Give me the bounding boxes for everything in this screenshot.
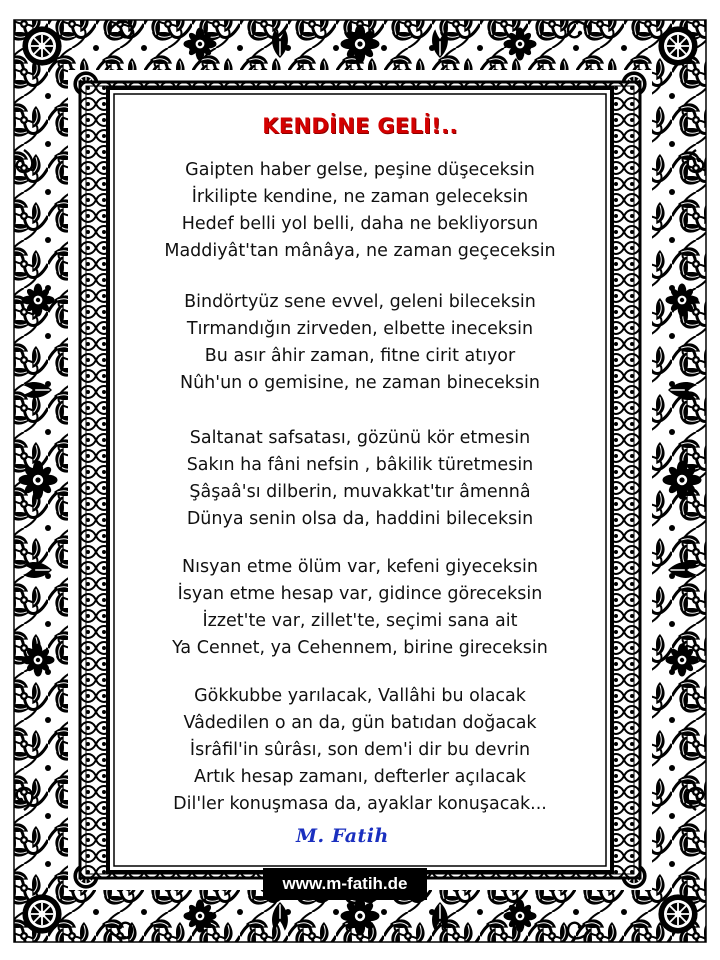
poem-line: Vâdedilen o an da, gün batıdan doğacak	[183, 713, 537, 733]
poem-title: KENDİNE GELİ!..	[262, 114, 458, 138]
poem-line: Hedef belli yol belli, daha ne bekliyorsun	[181, 214, 539, 234]
poem-line: Şâşaâ'sı dilberin, muvakkat'tır âmennâ	[189, 482, 531, 502]
stanza-4	[0, 554, 720, 662]
stanza-1	[0, 157, 720, 265]
stanza-3	[0, 425, 720, 533]
poem-line: Nısyan etme ölüm var, kefeni giyeceksin	[182, 557, 538, 577]
poem-line: Sakın ha fâni nefsin , bâkilik türetmesin	[186, 455, 534, 475]
poem-line: Artık hesap zamanı, defterler açılacak	[194, 767, 526, 787]
poem-line: Saltanat safsatası, gözünü kör etmesin	[189, 428, 531, 448]
stanza-2	[0, 289, 720, 397]
poem-line: Nûh'un o gemisine, ne zaman bineceksin	[179, 373, 541, 393]
poem-line: Gökkubbe yarılacak, Vallâhi bu olacak	[194, 686, 526, 706]
stanza-5	[0, 683, 720, 818]
website-link[interactable]: www.m-fatih.de	[263, 868, 427, 900]
poem-line: Dünya senin olsa da, haddini bileceksin	[186, 509, 534, 529]
author-signature: M. Fatih	[296, 825, 389, 847]
poem-line: Gaipten haber gelse, peşine düşeceksin	[185, 160, 535, 180]
poem-line: Bu asır âhir zaman, fitne cirit atıyor	[204, 346, 516, 366]
poem-line: İzzet'te var, zillet'te, seçimi sana ait	[202, 611, 518, 631]
poem-line: Dil'ler konuşmasa da, ayaklar konuşacak...	[173, 794, 547, 814]
poem-line: Ya Cennet, ya Cehennem, birine gireceksin	[172, 638, 548, 658]
poem-line: Bindörtyüz sene evvel, geleni bileceksin	[184, 292, 536, 312]
poem-line: İsrâfil'in sûrâsı, son dem'i dir bu devrin	[189, 740, 531, 760]
poem-line: İrkilipte kendine, ne zaman geleceksin	[191, 187, 529, 207]
poem-line: İsyan etme hesap var, gidince göreceksin	[177, 584, 543, 604]
poem-line: Tırmandığın zirveden, elbette ineceksin	[186, 319, 534, 339]
poem-line: Maddiyât'tan mânâya, ne zaman geçeceksin	[164, 241, 556, 261]
